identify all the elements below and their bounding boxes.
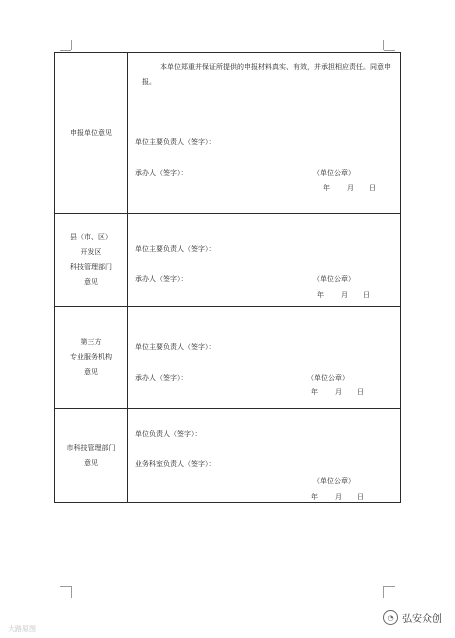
date-month: 月 — [335, 388, 342, 396]
row-label-line: 意见 — [84, 458, 98, 467]
row-label-line: 意见 — [84, 368, 98, 376]
wechat-icon: ◔ — [383, 610, 398, 625]
row-label-line: 开发区 — [80, 248, 102, 256]
row-label-county — [55, 214, 128, 306]
date-day: 日 — [363, 291, 370, 299]
crop-mark-bottom-left-v — [71, 586, 72, 598]
date-year: 年 — [323, 184, 330, 192]
seal-label: （单位公章） — [313, 275, 355, 283]
declaration-text: 本单位郑重并保证所提供的申报材料真实、有效，并承担相应责任。同意申报。 — [142, 63, 391, 86]
row-label-line: 申报单位意见 — [70, 128, 112, 137]
signature-line-handler: 承办人（签字）： — [135, 275, 188, 283]
date-month: 月 — [335, 493, 342, 501]
seal-label: （单位公章） — [313, 169, 355, 177]
date-day: 日 — [357, 388, 364, 396]
date-day: 日 — [369, 184, 376, 192]
date-year: 年 — [311, 493, 318, 501]
date-month: 月 — [347, 184, 354, 192]
date-year: 年 — [317, 291, 324, 299]
seal-label: （单位公章） — [313, 477, 355, 485]
table-row-applicant — [55, 53, 400, 213]
opinion-form-table — [54, 52, 401, 503]
row-label-applicant — [55, 53, 128, 213]
watermark-text: 大路原图 — [8, 625, 36, 633]
date-day: 日 — [357, 493, 364, 501]
row-label-line: 意见 — [84, 278, 98, 286]
seal-label: （单位公章） — [307, 374, 349, 382]
signature-line-leader: 单位负责人（签字）： — [135, 430, 202, 438]
row-label-line: 县（市、区） — [70, 233, 112, 241]
row-label-city — [55, 409, 128, 502]
crop-mark-top-right-h — [384, 50, 395, 51]
table-row-city — [55, 408, 400, 502]
crop-mark-bottom-left-h — [60, 586, 71, 587]
crop-mark-top-left-h — [60, 50, 71, 51]
table-row-county — [55, 213, 400, 306]
date-month: 月 — [341, 291, 348, 299]
row-label-line: 市科技管理部门 — [66, 443, 116, 452]
crop-mark-bottom-right-v — [383, 586, 384, 598]
signature-line-leader: 单位主要负责人（签字）： — [135, 138, 216, 146]
row-label-line: 第三方 — [80, 338, 102, 346]
crop-mark-top-right-v — [383, 40, 384, 50]
row-label-line: 专业服务机构 — [70, 353, 112, 361]
table-row-third-party — [55, 306, 400, 408]
signature-line-leader: 单位主要负责人（签字）： — [135, 343, 216, 351]
row-label-third-party — [55, 307, 128, 408]
signature-line-handler: 业务科室负责人（签字）： — [135, 460, 216, 468]
crop-mark-bottom-right-h — [384, 586, 395, 587]
brand-name: 弘安众创 — [402, 614, 442, 625]
brand-badge — [383, 610, 442, 625]
signature-line-leader: 单位主要负责人（签字）： — [135, 245, 216, 253]
date-year: 年 — [311, 388, 318, 396]
row-label-line: 科技管理部门 — [70, 263, 112, 271]
signature-line-handler: 承办人（签字）： — [135, 169, 188, 177]
crop-mark-top-left-v — [71, 40, 72, 50]
signature-line-handler: 承办人（签字）： — [135, 374, 188, 382]
